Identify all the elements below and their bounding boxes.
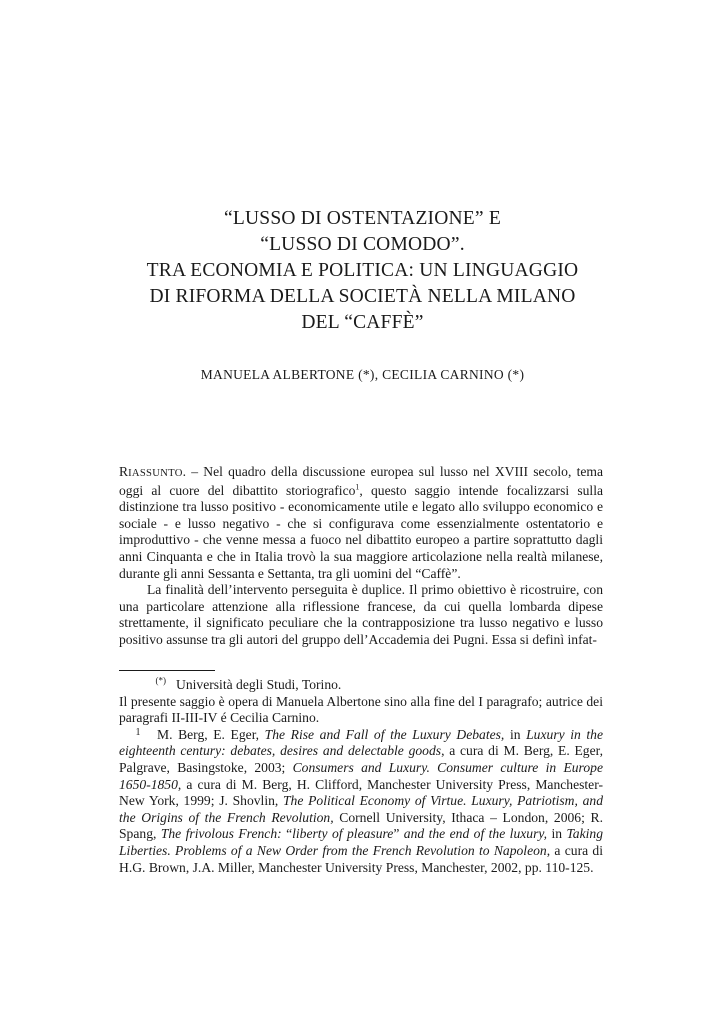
title-line: “LUSSO DI OSTENTAZIONE” E: [224, 208, 501, 229]
authors-line: MANUELA ALBERTONE (*), CECILIA CARNINO (*): [200, 367, 525, 382]
abstract-paragraph-2: La finalità dell’intervento perseguita è duplice. Il primo obiettivo è ricostruire, con una particolare attenzione alla riflessione francese, da cui quella lombarda dipese strettamente, il significato peculiare che la contrapposizione tra lusso negativo e lusso positivo assunse tra gli autori del gruppo dell’Accademia dei Pugni. Essa si definì infat-: [119, 582, 603, 647]
abstract-label-rest: IASSUNTO: [128, 468, 183, 479]
abstract-text: . – Nel quadro della discussione europea sul lusso nel XVIII secolo, tema oggi al cuore del dibattito storiografico: [119, 464, 603, 498]
footnote-reference: 1: [355, 482, 360, 492]
footnote-separator: [119, 670, 215, 671]
abstract-label-initial: R: [119, 464, 129, 479]
footnote-1: 1 M. Berg, E. Eger, The Rise and Fall of the Luxury Debates, in Luxury in the eighteenth century: debates, desires and delectable goods, a cura di M. Berg, E. Eger, Palgrave, Basingstoke, 2003; Consumers and Luxury. Consumer culture in Europe 1650-1850, a cura di M. Berg, H. Clifford, Manchester University Press, Manchester-New York, 1999; J. Shovlin, The Political Economy of Virtue. Luxury, Patriotism, and the Origins of the French Revolution, Cornell University, Ithaca – London, 2006; R. Spang, The frivolous French: “liberty of pleasure” and the end of the luxury, in Taking Liberties. Problems of a New Order from the French Revolution to Napoleon, a cura di H.G. Brown, J.A. Miller, Manchester University Press, Manchester, 2002, pp. 110-125.: [119, 726, 604, 875]
title-line: “LUSSO DI COMODO”.: [260, 234, 465, 255]
footnotes: [119, 677, 603, 876]
footnote-attribution: Il presente saggio è opera di Manuela Albertone sino alla fine del I paragrafo; autrice dei paragrafi II-III-IV é Cecilia Carnino.: [119, 693, 603, 726]
title-line: TRA ECONOMIA E POLITICA: UN LINGUAGGIO: [146, 260, 579, 281]
title-line: DI RIFORMA DELLA SOCIETÀ NELLA MILANO: [149, 286, 576, 307]
abstract: [119, 464, 603, 649]
abstract-text: , questo saggio intende focalizzarsi sulla distinzione tra lusso positivo - economicamente utile e legato allo sviluppo economico e sociale - e lusso negativo - che si configurava come essenzialmente ostentatorio e improduttivo - che venne messa a fuoco nel dibattito europeo a partire soprattutto dagli anni Cinquanta e che in Italia trovò la sua maggiore articolazione nella realtà milanese, durante gli anni Sessanta e Settanta, tra gli uomini del “Caffè”.: [119, 482, 604, 581]
abstract-paragraph-1: [119, 464, 603, 582]
footnote-text: Università degli Studi, Torino.: [176, 677, 342, 692]
footnote-affiliation: [119, 677, 603, 694]
title-line: DEL “CAFFÈ”: [301, 312, 424, 333]
article-title: [60, 206, 665, 336]
footnote-mark: (*): [155, 675, 166, 686]
footnote-mark: 1: [135, 726, 141, 738]
